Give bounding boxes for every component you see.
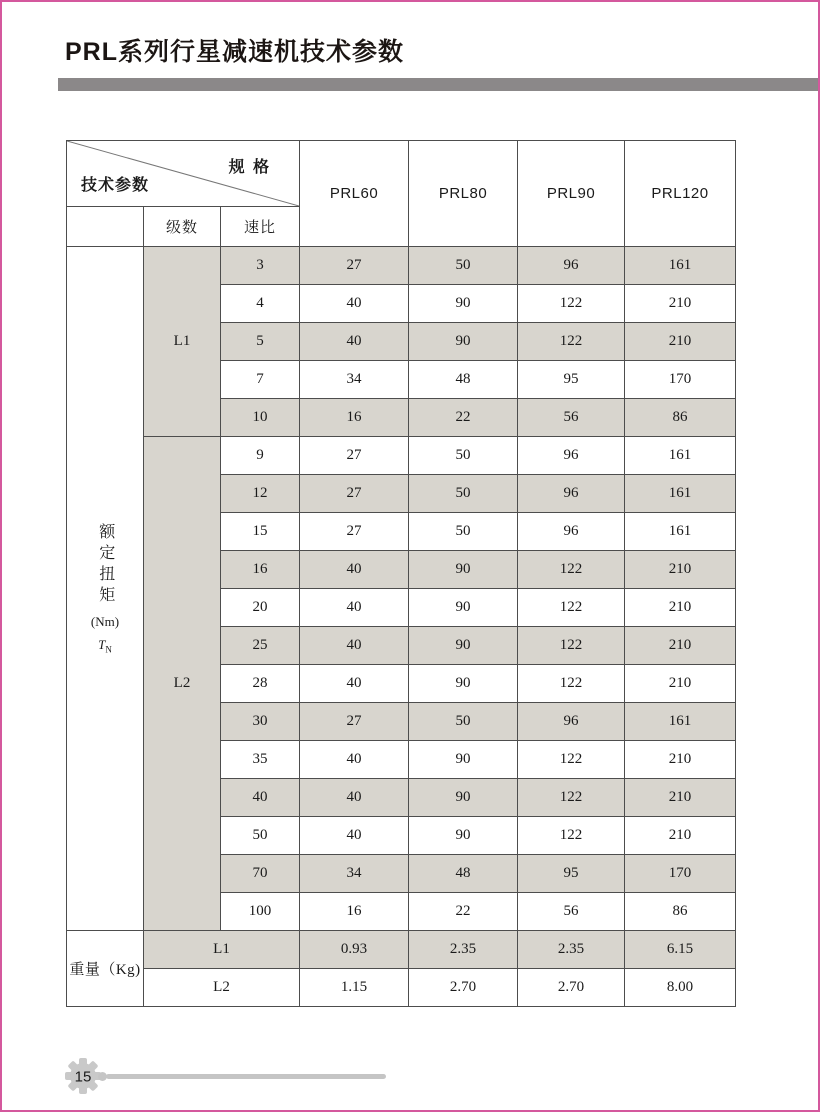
value-cell: 96 bbox=[518, 437, 625, 475]
ratio-cell: 35 bbox=[221, 741, 300, 779]
ratio-cell: 15 bbox=[221, 513, 300, 551]
footer-rule-line bbox=[106, 1074, 386, 1079]
value-cell: 2.70 bbox=[518, 969, 625, 1007]
value-cell: 90 bbox=[409, 665, 518, 703]
weight-stage-cell: L2 bbox=[144, 969, 300, 1007]
torque-body bbox=[67, 247, 736, 931]
value-cell: 90 bbox=[409, 741, 518, 779]
value-cell: 40 bbox=[300, 627, 409, 665]
ratio-header: 速比 bbox=[221, 207, 300, 247]
value-cell: 122 bbox=[518, 285, 625, 323]
table-row bbox=[67, 437, 736, 475]
spec-table bbox=[66, 140, 736, 1007]
ratio-cell: 5 bbox=[221, 323, 300, 361]
value-cell: 50 bbox=[409, 475, 518, 513]
weight-body bbox=[67, 931, 736, 1007]
value-cell: 122 bbox=[518, 779, 625, 817]
weight-stage-cell: L1 bbox=[144, 931, 300, 969]
value-cell: 161 bbox=[625, 475, 736, 513]
value-cell: 90 bbox=[409, 779, 518, 817]
value-cell: 40 bbox=[300, 779, 409, 817]
ratio-cell: 28 bbox=[221, 665, 300, 703]
ratio-cell: 12 bbox=[221, 475, 300, 513]
title-underline-bar bbox=[58, 78, 818, 91]
value-cell: 96 bbox=[518, 247, 625, 285]
value-cell: 50 bbox=[409, 247, 518, 285]
value-cell: 0.93 bbox=[300, 931, 409, 969]
table-row bbox=[67, 247, 736, 285]
value-cell: 40 bbox=[300, 285, 409, 323]
ratio-cell: 100 bbox=[221, 893, 300, 931]
value-cell: 56 bbox=[518, 893, 625, 931]
ratio-cell: 20 bbox=[221, 589, 300, 627]
column-header-prl60: PRL60 bbox=[300, 141, 409, 247]
value-cell: 56 bbox=[518, 399, 625, 437]
value-cell: 90 bbox=[409, 589, 518, 627]
value-cell: 16 bbox=[300, 399, 409, 437]
torque-label-text: 额定扭矩 bbox=[96, 522, 114, 607]
ratio-cell: 7 bbox=[221, 361, 300, 399]
value-cell: 122 bbox=[518, 323, 625, 361]
value-cell: 34 bbox=[300, 855, 409, 893]
ratio-cell: 10 bbox=[221, 399, 300, 437]
value-cell: 27 bbox=[300, 475, 409, 513]
value-cell: 8.00 bbox=[625, 969, 736, 1007]
value-cell: 2.35 bbox=[409, 931, 518, 969]
weight-row bbox=[67, 969, 736, 1007]
spec-table-container bbox=[66, 140, 736, 1007]
page-title: PRL系列行星减速机技术参数 bbox=[65, 38, 405, 66]
value-cell: 40 bbox=[300, 323, 409, 361]
value-cell: 161 bbox=[625, 513, 736, 551]
ratio-cell: 50 bbox=[221, 817, 300, 855]
value-cell: 48 bbox=[409, 855, 518, 893]
weight-row-label-cell: 重量（Kg) bbox=[67, 931, 144, 1007]
page-number: 15 bbox=[74, 1068, 92, 1086]
value-cell: 40 bbox=[300, 817, 409, 855]
torque-symbol-subscript: N bbox=[105, 644, 112, 655]
value-cell: 2.35 bbox=[518, 931, 625, 969]
value-cell: 48 bbox=[409, 361, 518, 399]
value-cell: 90 bbox=[409, 817, 518, 855]
ratio-cell: 40 bbox=[221, 779, 300, 817]
torque-symbol-t: T bbox=[98, 636, 106, 652]
ratio-cell: 30 bbox=[221, 703, 300, 741]
value-cell: 170 bbox=[625, 855, 736, 893]
weight-row bbox=[67, 931, 736, 969]
value-cell: 1.15 bbox=[300, 969, 409, 1007]
value-cell: 90 bbox=[409, 323, 518, 361]
value-cell: 2.70 bbox=[409, 969, 518, 1007]
value-cell: 122 bbox=[518, 627, 625, 665]
value-cell: 86 bbox=[625, 399, 736, 437]
ratio-cell: 9 bbox=[221, 437, 300, 475]
torque-symbol bbox=[98, 637, 112, 655]
value-cell: 210 bbox=[625, 741, 736, 779]
value-cell: 40 bbox=[300, 551, 409, 589]
value-cell: 210 bbox=[625, 665, 736, 703]
value-cell: 122 bbox=[518, 551, 625, 589]
value-cell: 122 bbox=[518, 665, 625, 703]
value-cell: 161 bbox=[625, 703, 736, 741]
value-cell: 96 bbox=[518, 475, 625, 513]
corner-label-spec: 规 格 bbox=[228, 159, 272, 176]
value-cell: 210 bbox=[625, 285, 736, 323]
value-cell: 161 bbox=[625, 247, 736, 285]
value-cell: 210 bbox=[625, 551, 736, 589]
value-cell: 34 bbox=[300, 361, 409, 399]
ratio-cell: 25 bbox=[221, 627, 300, 665]
value-cell: 122 bbox=[518, 589, 625, 627]
value-cell: 95 bbox=[518, 855, 625, 893]
stage-cell-l1: L1 bbox=[144, 247, 221, 437]
value-cell: 210 bbox=[625, 323, 736, 361]
value-cell: 122 bbox=[518, 741, 625, 779]
column-header-prl80: PRL80 bbox=[409, 141, 518, 247]
column-header-prl120: PRL120 bbox=[625, 141, 736, 247]
value-cell: 40 bbox=[300, 589, 409, 627]
value-cell: 40 bbox=[300, 665, 409, 703]
value-cell: 96 bbox=[518, 513, 625, 551]
ratio-cell: 16 bbox=[221, 551, 300, 589]
torque-label-wrap bbox=[67, 523, 143, 655]
ratio-cell: 3 bbox=[221, 247, 300, 285]
stage-header: 级数 bbox=[144, 207, 221, 247]
value-cell: 27 bbox=[300, 437, 409, 475]
empty-header-cell bbox=[67, 207, 144, 247]
value-cell: 27 bbox=[300, 513, 409, 551]
value-cell: 210 bbox=[625, 589, 736, 627]
torque-label-unit: (Nm) bbox=[90, 613, 120, 629]
value-cell: 6.15 bbox=[625, 931, 736, 969]
value-cell: 40 bbox=[300, 741, 409, 779]
value-cell: 22 bbox=[409, 399, 518, 437]
value-cell: 170 bbox=[625, 361, 736, 399]
value-cell: 210 bbox=[625, 779, 736, 817]
value-cell: 50 bbox=[409, 513, 518, 551]
value-cell: 86 bbox=[625, 893, 736, 931]
value-cell: 95 bbox=[518, 361, 625, 399]
value-cell: 27 bbox=[300, 703, 409, 741]
value-cell: 210 bbox=[625, 817, 736, 855]
column-header-prl90: PRL90 bbox=[518, 141, 625, 247]
stage-cell-l2: L2 bbox=[144, 437, 221, 931]
corner-cell bbox=[67, 141, 300, 207]
corner-label-parameters: 技术参数 bbox=[81, 177, 150, 194]
page-number-gear-icon bbox=[64, 1057, 102, 1095]
header-row-1 bbox=[67, 141, 736, 207]
value-cell: 161 bbox=[625, 437, 736, 475]
value-cell: 22 bbox=[409, 893, 518, 931]
torque-row-label-cell bbox=[67, 247, 144, 931]
value-cell: 96 bbox=[518, 703, 625, 741]
ratio-cell: 4 bbox=[221, 285, 300, 323]
value-cell: 50 bbox=[409, 703, 518, 741]
value-cell: 90 bbox=[409, 627, 518, 665]
value-cell: 90 bbox=[409, 551, 518, 589]
ratio-cell: 70 bbox=[221, 855, 300, 893]
value-cell: 210 bbox=[625, 627, 736, 665]
value-cell: 122 bbox=[518, 817, 625, 855]
value-cell: 90 bbox=[409, 285, 518, 323]
value-cell: 27 bbox=[300, 247, 409, 285]
value-cell: 16 bbox=[300, 893, 409, 931]
value-cell: 50 bbox=[409, 437, 518, 475]
